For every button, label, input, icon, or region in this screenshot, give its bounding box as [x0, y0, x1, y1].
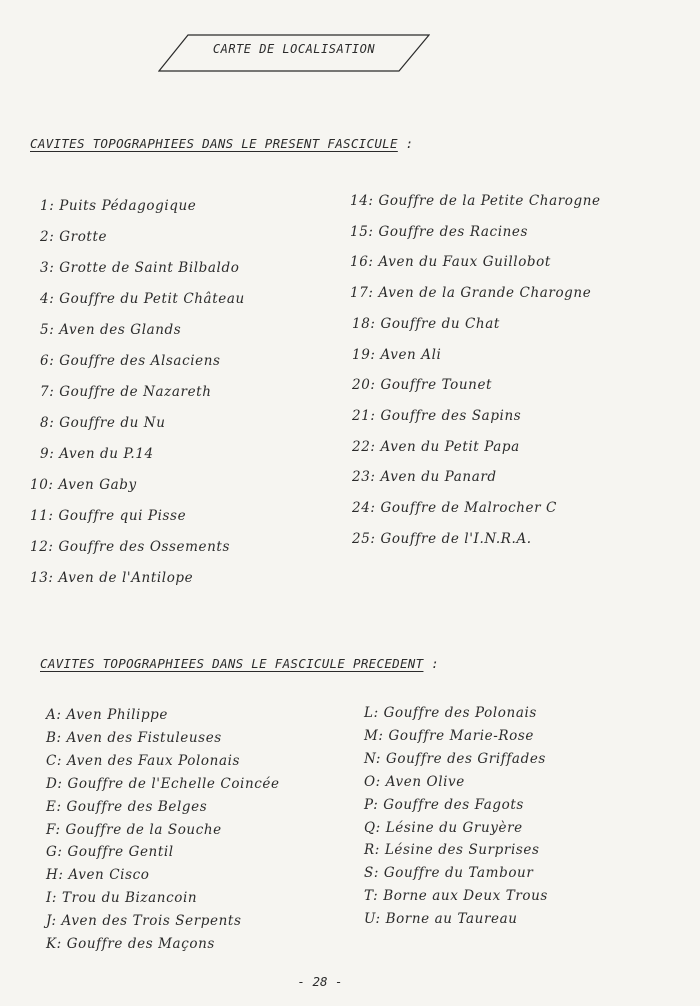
item-name: Lésine du Gruyère	[385, 819, 523, 836]
item-number: I:	[46, 890, 58, 907]
item-number: 15:	[350, 223, 374, 240]
item-number: 4:	[40, 291, 55, 307]
list-item	[350, 224, 528, 240]
item-number: 13:	[30, 570, 54, 586]
list-item	[352, 531, 532, 547]
list-item	[364, 842, 540, 858]
item-name: Gouffre des Racines	[378, 223, 529, 240]
item-name: Gouffre du Petit Château	[59, 291, 245, 307]
item-number: G:	[46, 844, 63, 861]
list-item	[40, 291, 245, 307]
item-name: Gouffre de l'I.N.R.A.	[380, 530, 532, 547]
item-number: R:	[364, 842, 380, 859]
item-number: A:	[46, 707, 62, 723]
item-name: Gouffre des Polonais	[383, 705, 537, 721]
page-title: CARTE DE LOCALISATION	[212, 42, 376, 56]
item-name: Lésine des Surprises	[384, 842, 540, 859]
list-item	[40, 353, 221, 369]
item-name: Gouffre de Nazareth	[59, 384, 212, 400]
item-number: U:	[364, 911, 381, 928]
item-number: 7:	[40, 384, 55, 400]
item-number: 2:	[40, 229, 55, 245]
item-number: 11:	[30, 508, 54, 524]
item-number: K:	[46, 936, 62, 952]
list-item	[352, 377, 492, 393]
item-number: 10:	[30, 477, 54, 493]
item-number: 25:	[352, 530, 376, 547]
item-name: Gouffre de Malrocher C	[380, 500, 557, 516]
item-name: Gouffre des Ossements	[58, 539, 230, 555]
section-heading-present-colon: :	[405, 136, 414, 151]
list-item	[30, 508, 186, 524]
item-name: Aven du Faux Guillobot	[378, 254, 551, 271]
item-number: N:	[364, 750, 382, 767]
list-item	[46, 936, 215, 952]
item-name: Gouffre qui Pisse	[58, 508, 187, 524]
list-item	[352, 439, 520, 455]
list-item	[46, 913, 241, 929]
item-number: 9:	[40, 446, 55, 462]
item-name: Aven Philippe	[66, 707, 169, 723]
section-heading-previous-colon: :	[431, 656, 440, 671]
item-name: Aven des Glands	[59, 322, 182, 338]
item-number: M:	[364, 727, 384, 744]
list-item	[40, 415, 166, 431]
list-item	[30, 570, 193, 586]
item-name: Aven Olive	[385, 773, 465, 790]
item-number: 6:	[40, 353, 55, 369]
item-name: Gouffre de la Souche	[65, 821, 222, 838]
item-number: L:	[364, 705, 379, 721]
item-name: Gouffre du Nu	[59, 415, 166, 431]
item-name: Aven des Fistuleuses	[66, 729, 222, 746]
page-number: - 28 -	[297, 974, 343, 989]
item-number: 22:	[352, 438, 376, 455]
item-name: Grotte	[59, 229, 108, 245]
item-name: Aven Ali	[380, 346, 442, 363]
section-heading-present	[30, 136, 413, 151]
item-name: Aven des Faux Polonais	[66, 752, 241, 769]
item-name: Trou du Bizancoin	[62, 890, 198, 907]
item-name: Gouffre Gentil	[67, 844, 174, 861]
list-item	[352, 316, 500, 332]
item-name: Gouffre de la Petite Charogne	[378, 193, 601, 209]
item-name: Aven du P.14	[59, 446, 154, 462]
list-item	[46, 822, 222, 838]
list-item	[40, 384, 212, 400]
item-name: Gouffre des Fagots	[383, 796, 524, 813]
item-name: Borne aux Deux Trous	[383, 888, 548, 905]
item-number: 14:	[350, 193, 374, 209]
section-heading-present-text: CAVITES TOPOGRAPHIEES DANS LE PRESENT FASCICULE	[30, 136, 398, 151]
list-item	[40, 446, 154, 462]
item-number: H:	[46, 867, 64, 884]
item-name: Grotte de Saint Bilbaldo	[59, 260, 240, 276]
list-item	[46, 799, 207, 815]
item-name: Borne au Taureau	[385, 911, 518, 928]
section-heading-previous	[40, 656, 439, 671]
item-name: Gouffre de l'Echelle Coincée	[67, 775, 280, 792]
list-item	[40, 260, 239, 276]
item-number: 16:	[350, 254, 374, 271]
list-item	[46, 730, 222, 746]
list-item	[364, 728, 534, 744]
item-number: Q:	[364, 819, 381, 836]
item-number: 24:	[352, 500, 376, 516]
item-number: 21:	[352, 407, 376, 424]
item-number: 17:	[350, 285, 374, 302]
item-name: Aven de l'Antilope	[58, 570, 194, 586]
list-item	[46, 844, 174, 860]
item-name: Puits Pédagogique	[59, 198, 197, 214]
list-item	[352, 469, 497, 485]
item-name: Gouffre du Tambour	[383, 865, 534, 882]
list-item	[40, 198, 196, 214]
list-item	[364, 797, 524, 813]
item-number: 20:	[352, 377, 376, 394]
list-item	[364, 888, 548, 904]
item-number: 5:	[40, 322, 55, 338]
title-box	[158, 34, 430, 72]
list-item	[40, 229, 107, 245]
item-number: 12:	[30, 539, 54, 555]
item-name: Aven de la Grande Charogne	[378, 285, 592, 302]
list-item	[350, 285, 591, 301]
item-name: Gouffre des Belges	[66, 798, 208, 815]
item-name: Gouffre des Sapins	[380, 407, 522, 424]
list-item	[30, 539, 230, 555]
item-name: Aven des Trois Serpents	[61, 913, 242, 930]
item-number: J:	[46, 913, 57, 930]
item-number: 18:	[352, 315, 376, 332]
list-item	[350, 254, 551, 270]
item-number: B:	[46, 729, 62, 746]
item-number: 3:	[40, 260, 55, 276]
item-name: Aven du Petit Papa	[380, 438, 520, 455]
list-item	[352, 347, 441, 363]
list-item	[46, 707, 168, 723]
item-number: O:	[364, 773, 381, 790]
list-item	[364, 774, 465, 790]
item-number: D:	[46, 775, 63, 792]
item-name: Aven du Panard	[380, 469, 497, 486]
item-number: S:	[364, 865, 379, 882]
item-name: Aven Cisco	[68, 867, 150, 884]
item-number: 1:	[40, 198, 55, 214]
list-item	[30, 477, 137, 493]
list-item	[352, 500, 557, 516]
list-item	[364, 705, 537, 721]
item-name: Gouffre des Maçons	[66, 936, 215, 952]
item-name: Aven Gaby	[58, 477, 137, 493]
item-number: P:	[364, 796, 379, 813]
item-name: Gouffre Marie-Rose	[388, 727, 535, 744]
item-name: Gouffre Tounet	[380, 377, 493, 394]
list-item	[364, 865, 533, 881]
item-number: T:	[364, 888, 379, 905]
item-number: 19:	[352, 346, 376, 363]
section-heading-previous-text: CAVITES TOPOGRAPHIEES DANS LE FASCICULE PRECEDENT	[40, 656, 424, 671]
list-item	[364, 751, 546, 767]
list-item	[40, 322, 181, 338]
item-name: Gouffre des Alsaciens	[59, 353, 221, 369]
list-item	[46, 867, 150, 883]
list-item	[46, 753, 240, 769]
list-item	[352, 408, 521, 424]
list-item	[364, 820, 523, 836]
item-number: E:	[46, 798, 62, 815]
item-number: 23:	[352, 469, 376, 486]
list-item	[46, 890, 197, 906]
item-name: Gouffre du Chat	[380, 315, 500, 332]
item-number: 8:	[40, 415, 55, 431]
list-item	[350, 193, 601, 209]
list-item	[364, 911, 518, 927]
item-number: F:	[46, 821, 61, 838]
list-item	[46, 776, 280, 792]
item-name: Gouffre des Griffades	[386, 750, 546, 767]
item-number: C:	[46, 752, 63, 769]
